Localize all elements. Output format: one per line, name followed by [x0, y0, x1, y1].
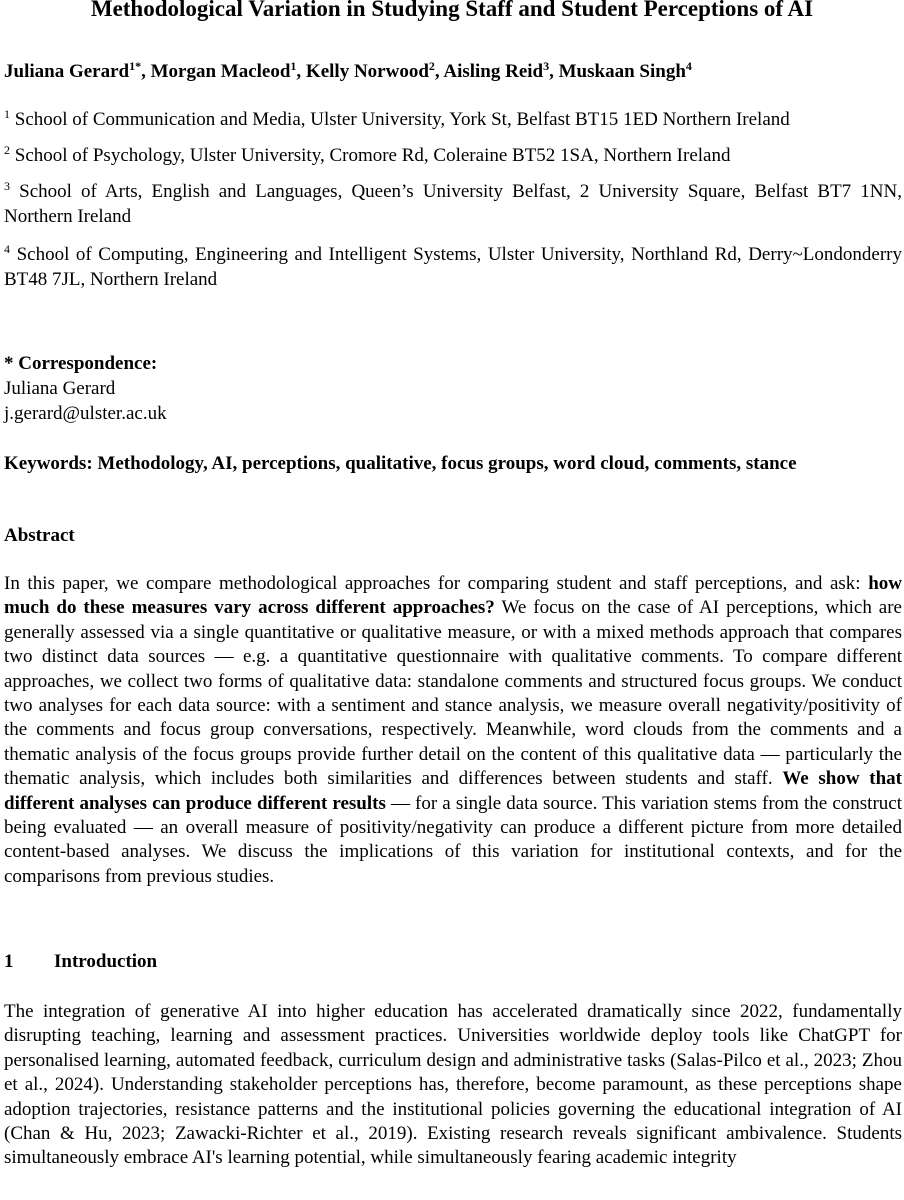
author-affiliation-mark: 4: [685, 59, 692, 73]
keywords: Keywords: Methodology, AI, perceptions, qualitative, focus groups, word cloud, comments, stance: [4, 453, 797, 474]
author: Aisling Reid$^3$,: [443, 59, 559, 82]
abstract-text: In this paper, we compare methodological approaches for comparing student and staff perceptions, and ask: how much do these measures vary across different approaches? We focus on the case of AI perceptions, which are generally assessed via a single quantitative or qualitative measure, or with a mixed methods approach that compares two distinct data sources — e.g. a quantitative questionnaire with qualitative comments. To compare different approaches, we collect two forms of qualitative data: standalone comments and structured focus groups. We conduct two analyses for each data source: with a sentiment and stance analysis, we measure overall negativity/positivity of the comments and focus group conversations, respectively. Meanwhile, word clouds from the comments and a thematic analysis of the focus groups provide further detail on the content of this qualitative data — particularly the thematic analysis, which includes both similarities and differences between students and staff. We show that different analyses can produce different results — for a single data source. This variation stems from the construct being evaluated — an overall measure of positivity/negativity can produce a different picture from more detailed content-based analyses. We discuss the implications of this variation for institutional contexts, and for the comparisons from previous studies.: [4, 573, 902, 887]
paper-title: Methodological Variation in Studying Staff and Student Perceptions of AI: [90, 0, 814, 21]
affiliation-3: $^3$ School of Arts, English and Languages, Queen’s University Belfast, 2 University Square, Belfast BT7 1NN, Northern Ireland: [4, 179, 902, 227]
author-affiliation-mark: 1: [290, 59, 297, 73]
abstract-heading: Abstract: [4, 525, 75, 546]
author-affiliation-mark: 3: [543, 59, 550, 73]
affiliation-4: $^4$ School of Computing, Engineering and Intelligent Systems, Ulster University, Northland Rd, Derry~Londonderry BT48 7JL, Northern Ireland: [4, 242, 902, 290]
section-number: 1: [4, 951, 14, 972]
affiliation-1: $^1$ School of Communication and Media, Ulster University, York St, Belfast BT15 1ED Northern Ireland: [4, 107, 790, 130]
author-list: [4, 60, 900, 84]
introduction-text: The integration of generative AI into higher education has accelerated dramatically since 2022, fundamentally disrupting teaching, learning and assessment practices. Universities worldwide deploy tools like ChatGPT for personalised learning, automated feedback, curriculum design and administrative tasks (Salas-Pilco et al., 2023; Zhou et al., 2024). Understanding stakeholder perceptions has, therefore, become paramount, as these perceptions shape adoption trajectories, resistance patterns and the institutional policies governing the educational integration of AI (Chan & Hu, 2023; Zawacki-Richter et al., 2019). Existing research reveals significant ambivalence. Students simultaneously embrace AI's learning potential, while simultaneously fearing academic integrity: [4, 1001, 902, 1169]
introduction-heading: [4, 950, 157, 974]
author: Muskaan Singh$^4$: [558, 59, 692, 82]
affiliation-2: $^2$ School of Psychology, Ulster University, Cromore Rd, Coleraine BT52 1SA, Northern Ireland: [4, 143, 731, 166]
author: Morgan Macleod$^1$,: [150, 59, 306, 82]
author: Kelly Norwood$^2$,: [305, 59, 444, 82]
abstract-research-question: how much do these measures vary across different approaches?: [4, 573, 902, 619]
correspondence-email[interactable]: j.gerard@ulster.ac.uk: [4, 403, 167, 424]
section-title: Introduction: [54, 951, 158, 972]
author: Juliana Gerard$^{1*}$,: [4, 59, 151, 82]
correspondence-name: Juliana Gerard: [4, 378, 116, 399]
correspondence-block: [4, 351, 900, 426]
author-affiliation-mark: 1*: [129, 59, 142, 73]
author-affiliation-mark: 2: [428, 59, 435, 73]
correspondence-label: * Correspondence:: [4, 353, 158, 374]
abstract-key-finding: We show that different analyses can produce different results: [4, 768, 902, 814]
